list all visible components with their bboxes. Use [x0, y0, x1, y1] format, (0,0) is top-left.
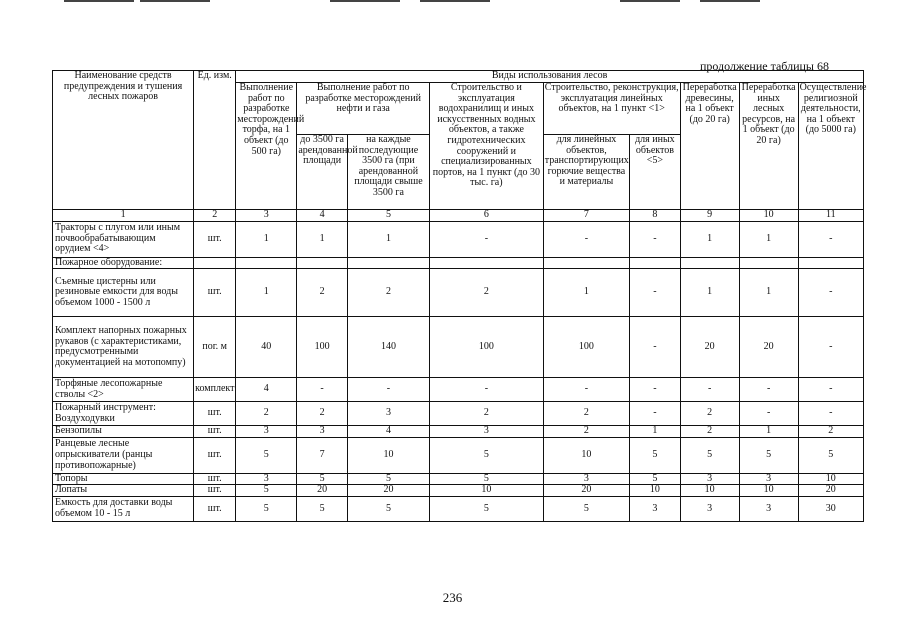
quantity-cell: 2 — [543, 426, 629, 438]
column-number: 3 — [236, 210, 297, 222]
quantity-cell: 5 — [236, 496, 297, 521]
quantity-cell: 5 — [347, 473, 429, 485]
quantity-cell: 2 — [430, 269, 544, 317]
quantity-cell: 4 — [236, 378, 297, 402]
empty-cell — [798, 257, 863, 269]
page-number: 236 — [442, 590, 463, 605]
quantity-cell: 1 — [680, 269, 739, 317]
item-name: Съемные цистерны или резиновые емкости для воды объемом 1000 - 1500 л — [53, 269, 194, 317]
quantity-cell: 30 — [798, 496, 863, 521]
header-oil-gas-next: на каждые последующие 3500 га (при арендованной площади свыше 3500 га — [347, 135, 429, 210]
quantity-cell: 3 — [236, 426, 297, 438]
header-wood-processing: Переработка древесины, на 1 объект (до 20 га) — [680, 83, 739, 210]
quantity-cell: 5 — [236, 437, 297, 473]
quantity-cell: - — [630, 378, 681, 402]
top-rule — [140, 0, 210, 2]
fire-equipment-table — [52, 70, 867, 522]
quantity-cell: - — [543, 378, 629, 402]
item-unit: шт. — [194, 221, 236, 257]
quantity-cell: - — [798, 221, 863, 257]
column-number: 8 — [630, 210, 681, 222]
empty-cell — [543, 257, 629, 269]
header-reservoirs: Строительство и эксплуатация водохранилищ и иных искусственных водных объектов, а также гидротехнических сооружений и специализированных портов, на 1 пункт (до 30 тыс. га) — [430, 83, 544, 210]
quantity-cell: - — [430, 378, 544, 402]
quantity-cell: 1 — [347, 221, 429, 257]
item-unit: шт. — [194, 496, 236, 521]
column-number: 6 — [430, 210, 544, 222]
quantity-cell: 7 — [297, 437, 348, 473]
quantity-cell: - — [680, 378, 739, 402]
header-uses-title: Виды использования лесов — [236, 71, 864, 83]
item-name: Емкость для доставки воды объемом 10 - 15 л — [53, 496, 194, 521]
column-number: 4 — [297, 210, 348, 222]
header-peat: Выполнение работ по разработке месторождений торфа, на 1 объект (до 500 га) — [236, 83, 297, 210]
quantity-cell: 2 — [680, 426, 739, 438]
quantity-cell: 5 — [630, 437, 681, 473]
item-unit: шт. — [194, 437, 236, 473]
quantity-cell: 10 — [798, 473, 863, 485]
column-number: 2 — [194, 210, 236, 222]
item-unit: шт. — [194, 473, 236, 485]
column-number: 5 — [347, 210, 429, 222]
quantity-cell: 100 — [430, 317, 544, 378]
quantity-cell: 5 — [680, 437, 739, 473]
item-unit: пог. м — [194, 317, 236, 378]
quantity-cell: 5 — [236, 485, 297, 497]
table-row — [53, 402, 864, 426]
header-name: Наименование средств предупреждения и тушения лесных пожаров — [53, 71, 194, 210]
item-unit: шт. — [194, 426, 236, 438]
item-unit: шт. — [194, 485, 236, 497]
quantity-cell: 3 — [680, 473, 739, 485]
quantity-cell: 3 — [543, 473, 629, 485]
quantity-cell: 1 — [236, 269, 297, 317]
quantity-cell: - — [630, 221, 681, 257]
quantity-cell: - — [630, 269, 681, 317]
column-number: 11 — [798, 210, 863, 222]
top-rule — [420, 0, 490, 2]
quantity-cell: - — [630, 402, 681, 426]
empty-cell — [194, 257, 236, 269]
quantity-cell: 3 — [236, 473, 297, 485]
quantity-cell: - — [739, 378, 798, 402]
quantity-cell: 3 — [739, 473, 798, 485]
quantity-cell: 140 — [347, 317, 429, 378]
column-numbers-row — [53, 210, 864, 222]
quantity-cell: 20 — [543, 485, 629, 497]
quantity-cell: 1 — [739, 426, 798, 438]
quantity-cell: 10 — [430, 485, 544, 497]
header-oil-gas: Выполнение работ по разработке месторождений нефти и газа — [297, 83, 430, 135]
quantity-cell: 100 — [297, 317, 348, 378]
quantity-cell: 5 — [543, 496, 629, 521]
quantity-cell: 3 — [347, 402, 429, 426]
item-name: Пожарный инструмент: Воздуходувки — [53, 402, 194, 426]
quantity-cell: 10 — [680, 485, 739, 497]
section-label: Пожарное оборудование: — [53, 257, 194, 269]
quantity-cell: 3 — [430, 426, 544, 438]
quantity-cell: 3 — [680, 496, 739, 521]
quantity-cell: 20 — [798, 485, 863, 497]
quantity-cell: 5 — [430, 437, 544, 473]
quantity-cell: - — [798, 378, 863, 402]
table-row — [53, 437, 864, 473]
quantity-cell: - — [739, 402, 798, 426]
empty-cell — [430, 257, 544, 269]
header-linear: Строительство, реконструкция, эксплуатация линейных объектов, на 1 пункт <1> — [543, 83, 680, 135]
quantity-cell: 20 — [347, 485, 429, 497]
section-row — [53, 257, 864, 269]
quantity-cell: 5 — [297, 473, 348, 485]
quantity-cell: 4 — [347, 426, 429, 438]
top-rule — [330, 0, 400, 2]
column-number: 9 — [680, 210, 739, 222]
item-name: Топоры — [53, 473, 194, 485]
item-name: Бензопилы — [53, 426, 194, 438]
column-number: 1 — [53, 210, 194, 222]
quantity-cell: 10 — [347, 437, 429, 473]
quantity-cell: 100 — [543, 317, 629, 378]
quantity-cell: 2 — [680, 402, 739, 426]
quantity-cell: 10 — [630, 485, 681, 497]
item-unit: шт. — [194, 269, 236, 317]
item-name: Ранцевые лесные опрыскиватели (ранцы противопожарные) — [53, 437, 194, 473]
quantity-cell: 2 — [543, 402, 629, 426]
quantity-cell: - — [630, 317, 681, 378]
quantity-cell: 3 — [739, 496, 798, 521]
quantity-cell: 5 — [430, 473, 544, 485]
quantity-cell: 10 — [543, 437, 629, 473]
header-oil-gas-first: до 3500 га арендованной площади — [297, 135, 348, 210]
top-rule — [64, 0, 134, 2]
item-name: Комплект напорных пожарных рукавов (с характеристиками, предусмотренными документацией на мотопомпу) — [53, 317, 194, 378]
item-name: Торфяные лесопожарные стволы <2> — [53, 378, 194, 402]
empty-cell — [680, 257, 739, 269]
table-continuation-label: продолжение таблицы 68 — [699, 59, 829, 73]
quantity-cell: 5 — [297, 496, 348, 521]
quantity-cell: 20 — [680, 317, 739, 378]
quantity-cell: 2 — [297, 402, 348, 426]
quantity-cell: 2 — [347, 269, 429, 317]
empty-cell — [297, 257, 348, 269]
item-name: Тракторы с плугом или иным почвообрабатывающим орудием <4> — [53, 221, 194, 257]
quantity-cell: 3 — [297, 426, 348, 438]
quantity-cell: 10 — [739, 485, 798, 497]
item-unit: комплект — [194, 378, 236, 402]
quantity-cell: 5 — [739, 437, 798, 473]
quantity-cell: 5 — [430, 496, 544, 521]
table-row — [53, 496, 864, 521]
column-number: 10 — [739, 210, 798, 222]
quantity-cell: 1 — [739, 221, 798, 257]
quantity-cell: 1 — [630, 426, 681, 438]
table-row — [53, 426, 864, 438]
table-row — [53, 317, 864, 378]
quantity-cell: - — [798, 402, 863, 426]
empty-cell — [236, 257, 297, 269]
quantity-cell: 2 — [236, 402, 297, 426]
quantity-cell: 2 — [798, 426, 863, 438]
quantity-cell: - — [347, 378, 429, 402]
header-other-resources: Переработка иных лесных ресурсов, на 1 объект (до 20 га) — [739, 83, 798, 210]
quantity-cell: 5 — [798, 437, 863, 473]
quantity-cell: 2 — [430, 402, 544, 426]
item-unit: шт. — [194, 402, 236, 426]
quantity-cell: - — [798, 317, 863, 378]
top-rule — [700, 0, 760, 2]
quantity-cell: 3 — [630, 496, 681, 521]
quantity-cell: 20 — [739, 317, 798, 378]
quantity-cell: 1 — [236, 221, 297, 257]
table-row — [53, 473, 864, 485]
quantity-cell: 1 — [680, 221, 739, 257]
column-number: 7 — [543, 210, 629, 222]
table-row — [53, 269, 864, 317]
table-row — [53, 485, 864, 497]
quantity-cell: 1 — [739, 269, 798, 317]
table-row — [53, 221, 864, 257]
quantity-cell: 5 — [347, 496, 429, 521]
header-religious: Осуществление религиозной деятельности, на 1 объект (до 5000 га) — [798, 83, 863, 210]
quantity-cell: - — [543, 221, 629, 257]
header-linear-fuel: для линейных объектов, транспортирующих горючие вещества и материалы — [543, 135, 629, 210]
quantity-cell: 20 — [297, 485, 348, 497]
header-linear-other: для иных объектов <5> — [630, 135, 681, 210]
item-name: Лопаты — [53, 485, 194, 497]
quantity-cell: 5 — [630, 473, 681, 485]
top-rule — [620, 0, 680, 2]
quantity-cell: 1 — [297, 221, 348, 257]
quantity-cell: 2 — [297, 269, 348, 317]
quantity-cell: - — [430, 221, 544, 257]
empty-cell — [739, 257, 798, 269]
empty-cell — [630, 257, 681, 269]
header-unit: Ед. изм. — [194, 71, 236, 210]
table-row — [53, 378, 864, 402]
quantity-cell: - — [798, 269, 863, 317]
quantity-cell: - — [297, 378, 348, 402]
empty-cell — [347, 257, 429, 269]
quantity-cell: 40 — [236, 317, 297, 378]
quantity-cell: 1 — [543, 269, 629, 317]
